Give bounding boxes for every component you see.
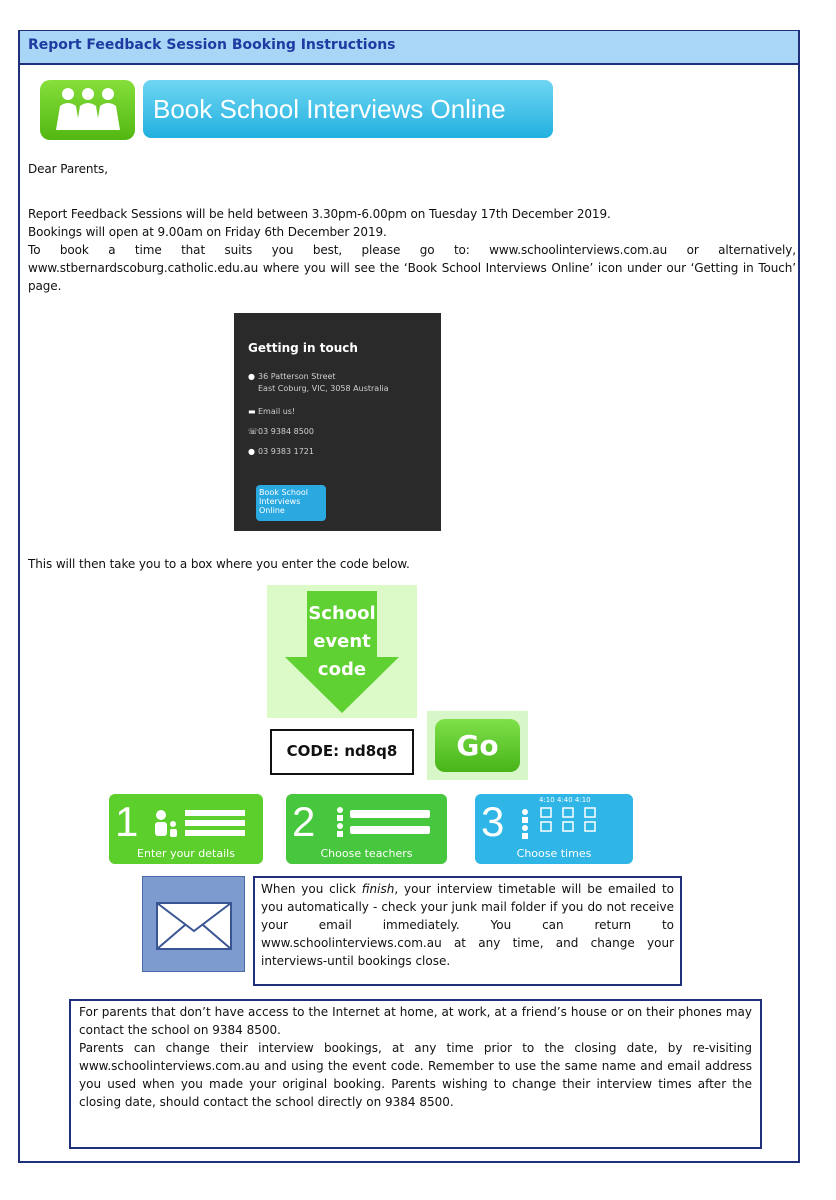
phone-line: ☏03 9384 8500 xyxy=(248,427,314,436)
people-icon xyxy=(40,80,135,140)
step-choose-times: 3 4:10 4:40 4:10 Choose times xyxy=(475,794,633,864)
fax-line: ● 03 9383 1721 xyxy=(248,447,314,456)
greeting: Dear Parents, xyxy=(28,162,108,176)
phone-icon: ☏ xyxy=(248,427,259,436)
fax-icon: ● xyxy=(248,447,255,456)
access-paragraph-1: For parents that don’t have access to the Internet at home, at work, at a friend’s house or on their phones may contact the school on 9384 8500. xyxy=(79,1005,752,1037)
getting-in-touch-panel xyxy=(234,313,441,531)
event-code-box: CODE: nd8q8 xyxy=(270,729,414,775)
times-header: 4:10 4:40 4:10 xyxy=(539,796,591,804)
go-button[interactable] xyxy=(427,711,528,780)
step-caption: Choose times xyxy=(516,847,592,860)
getting-in-touch-title: Getting in touch xyxy=(248,341,358,355)
time-grid-icon xyxy=(515,806,620,842)
no-internet-info-box xyxy=(69,999,762,1149)
svg-text:School: School xyxy=(308,603,376,624)
address-line: ● 36 Patterson Street East Coburg, VIC, 3058 Australia xyxy=(248,372,389,393)
go-label: Go xyxy=(435,719,520,772)
event-code-graphic xyxy=(267,585,417,718)
step-enter-details: 1 Enter your details xyxy=(109,794,263,864)
email-line[interactable]: ▬ Email us! xyxy=(248,407,296,416)
logo-text: Book School Interviews Online xyxy=(153,94,506,124)
location-pin-icon: ● xyxy=(248,372,255,381)
book-interviews-button[interactable]: Book School Interviews Online xyxy=(256,485,326,521)
envelope-icon xyxy=(142,876,245,972)
teacher-list-icon xyxy=(334,804,439,840)
finish-info-box: When you click finish, your interview timetable will be emailed to you automatically - check your junk mail folder if you do not receive your email immediately. You can return to www.schoolinterviews.com.au at any time, and change your interviews-until bookings close. xyxy=(253,876,682,986)
paragraph-bookings-open: Bookings will open at 9.00am on Friday 6th December 2019. xyxy=(28,225,387,239)
svg-text:code: code xyxy=(317,659,367,680)
logo-banner xyxy=(143,80,553,138)
finish-word: finish xyxy=(361,882,395,896)
paragraph-session-time: Report Feedback Sessions will be held between 3.30pm-6.00pm on Tuesday 17th December 2019. xyxy=(28,207,611,221)
access-paragraph-2: Parents can change their interview bookings, at any time prior to the closing date, by re-visiting www.schoolinterviews.com.au and using the event code. Remember to use the same name and email address you used when you made your original booking. Parents wishing to change their interview times after the closing date, should contact the school directly on 9384 8500. xyxy=(79,1041,752,1109)
step-choose-teachers: 2 Choose teachers xyxy=(286,794,447,864)
user-form-icon xyxy=(149,806,254,842)
svg-text:event: event xyxy=(313,631,371,652)
paragraph-enter-code: This will then take you to a box where you enter the code below. xyxy=(28,557,410,571)
envelope-icon: ▬ xyxy=(248,407,256,416)
step-caption: Choose teachers xyxy=(320,847,413,860)
paragraph-how-to-book: To book a time that suits you best, please go to: www.schoolinterviews.com.au or alternatively, www.stbernardscoburg.catholic.edu.au where you will see the ‘Book School Interviews Online’ icon under our ‘Getting in Touch’ page. xyxy=(28,243,796,293)
page-title: Report Feedback Session Booking Instructions xyxy=(28,37,396,53)
header-bar xyxy=(20,31,798,65)
step-caption: Enter your details xyxy=(137,847,235,860)
